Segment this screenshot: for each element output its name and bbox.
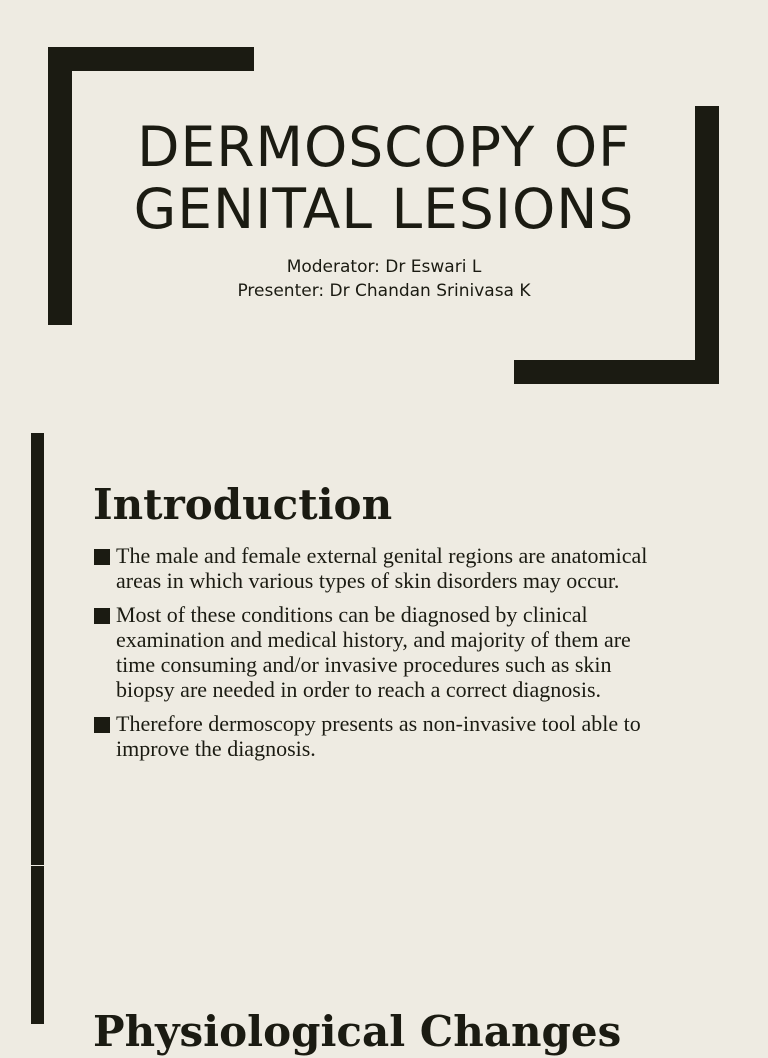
- square-bullet-icon: [94, 549, 110, 565]
- accent-bar-left: [31, 866, 44, 1024]
- bullet-text: Therefore dermoscopy presents as non-invasive tool able to improve the diagnosis.: [116, 711, 641, 761]
- bullet-item: [93, 602, 673, 702]
- slide-heading: Physiological Changes: [93, 1007, 622, 1056]
- bullet-list: [93, 543, 673, 770]
- slide-title: [0, 116, 768, 240]
- title-slide: [0, 0, 768, 410]
- presenter-text: Presenter: Dr Chandan Srinivasa K: [237, 281, 531, 301]
- square-bullet-icon: [94, 608, 110, 624]
- bullet-text: Most of these conditions can be diagnosed by clinical examination and medical history, and majority of them are time consuming and/or invasive procedures such as skin biopsy are needed in order to reach a correct diagnosis.: [116, 602, 631, 702]
- title-line-1: DERMOSCOPY OF: [137, 115, 631, 179]
- accent-bar-left: [31, 433, 44, 865]
- moderator-text: Moderator: Dr Eswari L: [286, 257, 482, 277]
- physiological-changes-slide: [0, 866, 768, 1056]
- slide-heading: Introduction: [93, 480, 393, 529]
- square-bullet-icon: [94, 717, 110, 733]
- bullet-item: [93, 543, 673, 593]
- frame-bar-bottom: [514, 360, 719, 384]
- introduction-slide: [0, 433, 768, 865]
- bullet-text: The male and female external genital regions are anatomical areas in which various types of skin disorders may occur.: [116, 543, 648, 593]
- bullet-item: [93, 711, 673, 761]
- title-line-2: GENITAL LESIONS: [133, 177, 635, 241]
- frame-bar-top: [48, 47, 254, 71]
